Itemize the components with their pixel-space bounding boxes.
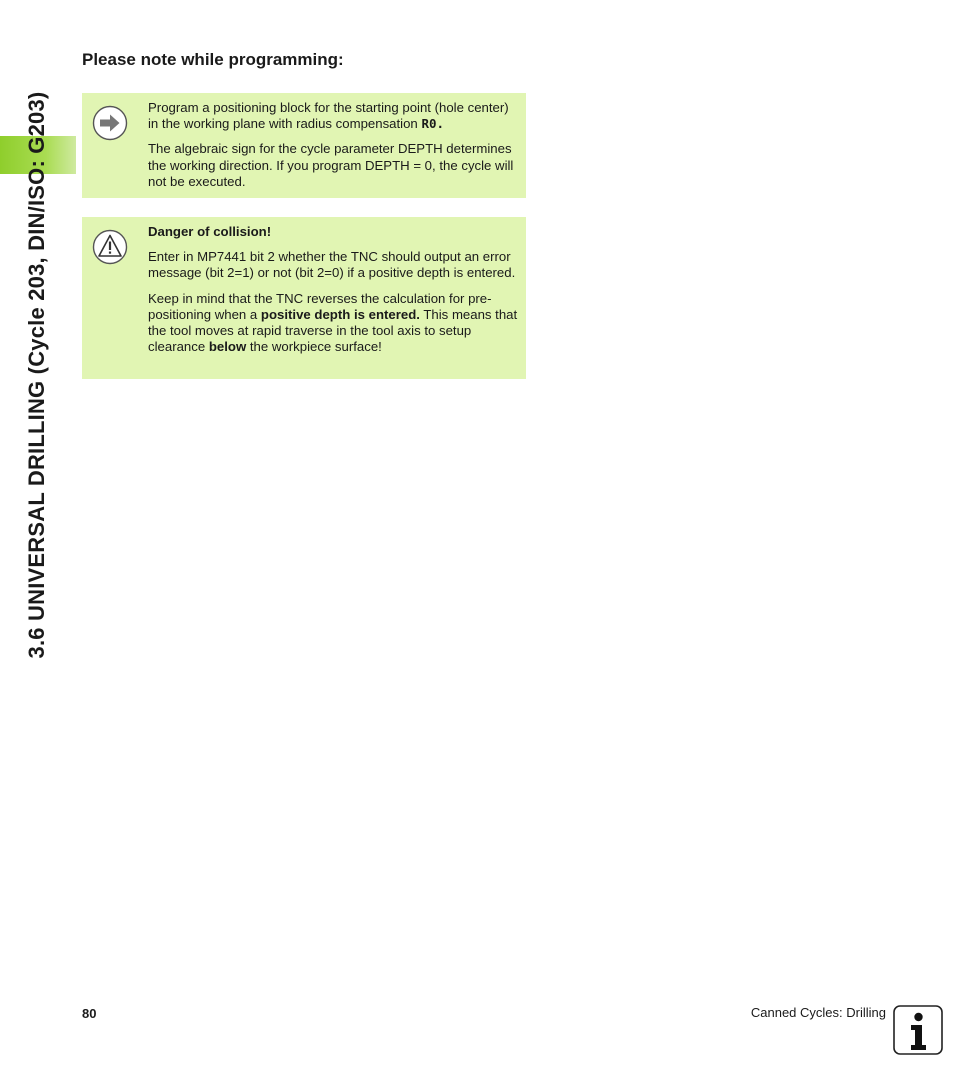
warning-paragraph-2: [148, 291, 520, 356]
tip-paragraph-1: [148, 100, 520, 132]
warning-title: Danger of collision!: [148, 224, 272, 239]
info-icon[interactable]: [893, 1005, 943, 1055]
warning-triangle-icon: [92, 229, 128, 265]
warning-note-box: [82, 217, 526, 379]
tip-note-box: [82, 93, 526, 198]
tip-note-text: [148, 100, 520, 199]
side-section-title-text: 3.6 UNIVERSAL DRILLING (Cycle 203, DIN/ISO: G203): [24, 91, 49, 659]
tip-paragraph-2: The algebraic sign for the cycle parameter DEPTH determines the working direction. If you program DEPTH = 0, the cycle will not be executed.: [148, 141, 514, 189]
warning-emphasis-below: below: [208, 339, 247, 355]
warning-emphasis-positive-depth: positive depth is entered.: [260, 306, 420, 322]
side-section-title: [24, 40, 50, 710]
warning-paragraph-2-part-a: Keep in mind that the TNC reverses the calculation for pre-positioning when a: [148, 290, 492, 322]
section-heading: Please note while programming:: [82, 50, 344, 69]
radius-compensation-code: R0.: [421, 116, 445, 132]
footer-chapter-title: Canned Cycles: Drilling: [750, 1005, 886, 1020]
warning-paragraph-2-part-e: the workpiece surface!: [246, 339, 382, 355]
arrow-right-icon: [92, 105, 128, 141]
warning-note-text: [148, 224, 520, 364]
page-number: 80: [82, 1006, 97, 1021]
warning-paragraph-2-part-c: This means that the tool moves at rapid traverse in the tool axis to setup clearance: [148, 306, 518, 355]
warning-paragraph-1: Enter in MP7441 bit 2 whether the TNC should output an error message (bit 2=1) or not (bit 2=0) if a positive depth is entered.: [148, 249, 516, 281]
tip-paragraph-1-text: Program a positioning block for the starting point (hole center) in the working plane with radius compensation: [148, 100, 509, 132]
